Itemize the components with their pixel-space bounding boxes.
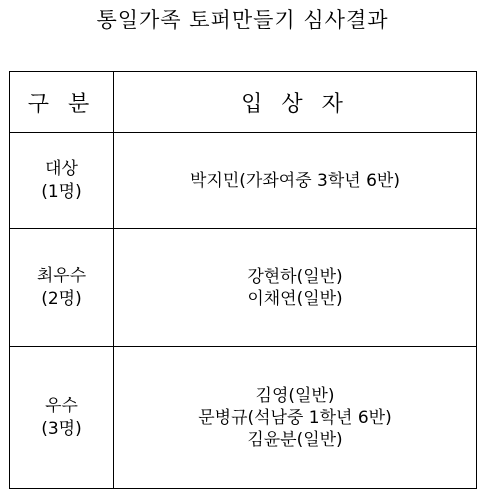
results-table — [9, 71, 477, 489]
table-header-row — [10, 72, 477, 133]
document-title: 통일가족 토퍼만들기 심사결과 — [96, 8, 389, 32]
winner-name: 이채연(일반) — [247, 288, 343, 309]
winner-name: 박지민(가좌여중 3학년 6반) — [190, 170, 400, 191]
winner-name: 문병규(석남중 1학년 6반) — [198, 407, 392, 428]
table-row — [10, 347, 477, 489]
winner-name: 김윤분(일반) — [247, 429, 343, 450]
winner-name: 김영(일반) — [255, 385, 335, 406]
winner-name: 강현하(일반) — [247, 266, 343, 287]
category-label: 우수 — [45, 395, 78, 416]
winners-cell — [114, 133, 477, 229]
category-cell — [10, 229, 114, 347]
winners-cell — [114, 347, 477, 489]
category-cell — [10, 133, 114, 229]
header-category: 구 분 — [10, 72, 114, 133]
category-count: (3명) — [41, 418, 82, 439]
category-label: 최우수 — [36, 265, 87, 286]
category-label: 대상 — [45, 158, 78, 179]
table-row — [10, 133, 477, 229]
header-winners: 입 상 자 — [114, 72, 477, 133]
category-count: (1명) — [41, 181, 82, 202]
category-cell — [10, 347, 114, 489]
category-count: (2명) — [41, 288, 82, 309]
table-row — [10, 229, 477, 347]
winners-cell — [114, 229, 477, 347]
